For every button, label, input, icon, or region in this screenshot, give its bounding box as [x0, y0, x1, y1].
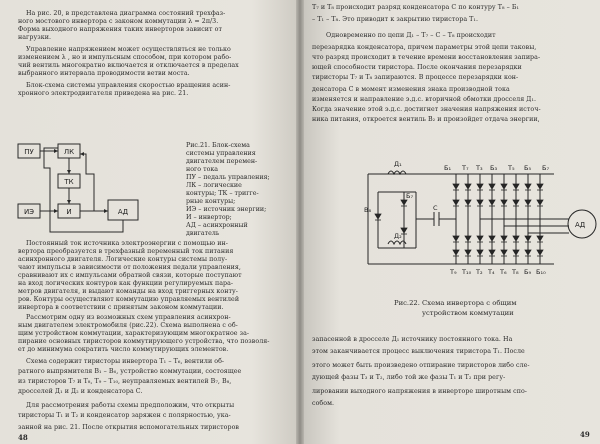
label-bottom-t6: Т₆	[500, 268, 507, 276]
fig21-caption-10: И – инвертор;	[186, 214, 232, 221]
left-para7-line3: занной на рис. 21. После открытия вспомогательных тиристоров	[18, 424, 240, 431]
left-para6-line3: из тиристоров T₇ и T₈, T₉ – T₁₀, неуправляемых вентилей B₇, B₈,	[18, 378, 232, 385]
left-para5-line4: пирание основных тиристоров коммутирующего устройства, что позволя-	[18, 338, 270, 345]
label-bottom-t4: Т₄	[488, 268, 495, 276]
label-bottom-t8: Т₈	[512, 268, 519, 276]
block-diagram-fig21	[14, 134, 174, 240]
right-para2-line3: что разряд происходит в течение времени восстановления запира-	[312, 54, 541, 61]
fig21-caption-8: рные контуры;	[186, 198, 236, 205]
left-para4-line5: сравнивают их с импульсами обратной связи, которые поступают	[18, 272, 242, 279]
block-i: И	[66, 208, 72, 216]
left-para4-line4: чают импульсы в зависимости от положения педали управления,	[18, 264, 241, 271]
label-top-b3: Б₃	[490, 164, 498, 172]
left-para2-line2: изменением λ , но и импульсным способом, при котором рабо-	[18, 54, 232, 61]
label-b7: Б₇	[406, 192, 414, 200]
fig21-caption-12: двигатель	[186, 230, 220, 237]
label-top-t3: Т₃	[476, 164, 483, 172]
left-para6-line1: Схема содержит тиристоры инвертора T₁ – T₆, вентили об-	[26, 358, 225, 365]
fig21-caption-6: ЛК – логические	[186, 182, 242, 189]
label-bottom-t9: Т₉	[450, 268, 457, 276]
label-top-b1: Б₁	[444, 164, 452, 172]
label-bottom-b9: Б₉	[524, 268, 532, 276]
left-para4-line9: инвертора в соответствии с принятым законом коммутации.	[18, 304, 224, 311]
left-para5-line2: ным двигателем электромобиля (рис.22). Схема выполнена с об-	[18, 322, 238, 329]
left-para4-line3: асинхронного двигателя. Логические контуры системы полу-	[18, 256, 228, 263]
block-lk: ЛК	[63, 148, 75, 156]
left-para5-line1: Рассмотрим одну из возможных схем управления асинхрон-	[26, 314, 231, 321]
label-bottom-t2: Т₂	[476, 268, 483, 276]
fig22-caption-1: Рис.22. Схема инвертора с общим	[394, 299, 517, 307]
right-para2-line2: перезарядка конденсатора, причем параметры этой цепи таковы,	[312, 44, 537, 51]
left-para1-line1: На рис. 20, в представлена диаграмма состояний трехфаз-	[26, 10, 226, 17]
fig21-caption-4: ного тока	[186, 166, 219, 173]
block-ad: АД	[117, 208, 129, 216]
left-para3-line2: хронного электродвигателя приведена на рис. 21.	[18, 90, 189, 97]
fig21-caption-7: контуры; ТК – тригге-	[186, 190, 259, 197]
right-para2-line6: денсатора C в момент изменения знака производной тока	[312, 86, 510, 93]
label-top-t7: Т₇	[462, 164, 469, 172]
left-para3-line1: Блок-схема системы управления скоростью вращения асин-	[26, 82, 231, 89]
right-para2-line7: изменяется и направление э.д.с. вторичной обмотки дросселя Д₁.	[312, 96, 537, 103]
book-gutter	[296, 0, 304, 444]
label-c: С	[433, 204, 438, 212]
block-tk: ТК	[64, 178, 74, 186]
block-ie: ИЭ	[23, 208, 35, 216]
left-para7-line1: Для рассмотрения работы схемы предположим, что открыты	[26, 402, 235, 409]
left-para4-line6: на вход логических контуров как функции регулируемых пара-	[18, 280, 234, 287]
fig21-caption-3: двигателем перемен-	[186, 158, 258, 165]
left-para6-line4: дросселей Д₁ и Д₂ и конденсатора C.	[18, 388, 143, 395]
left-para6-line2: ратного выпрямителя B₁ – B₆, устройство коммутации, состоящее	[18, 368, 242, 375]
label-d2: Д₂	[394, 232, 402, 240]
fig21-caption-5: ПУ – педаль управления;	[186, 174, 270, 181]
circuit-diagram-fig22	[364, 152, 600, 284]
left-para1-line4: нагрузки.	[18, 34, 52, 41]
left-para5-line5: ет до минимума сократить число коммутирующих элементов.	[18, 346, 229, 353]
left-para4-line8: ров. Контуры осуществляют коммутацию управляемых вентилей	[18, 296, 240, 303]
left-para4-line7: метров двигателя, и выдают команды на вход триггерных конту-	[18, 288, 238, 295]
label-d1: Д₁	[394, 160, 402, 168]
right-para2-line5: тиристоры T₇ и T₈ запираются. В процессе перезарядки кон-	[312, 74, 519, 81]
label-bottom-b10: Б₁₀	[536, 268, 546, 276]
right-para2-line9: ника питания, откроется вентиль B₂ и произойдет отдача энергии,	[312, 116, 540, 123]
right-para2-line1: Одновременно по цепи Д₁ – T₇ – C – T₈ происходит	[326, 32, 496, 39]
left-para1-line2: ного мостового инвертора с законом коммутации λ = 2π/3.	[18, 18, 219, 25]
right-para3-line4: дующей фазы T₃ и T₂, либо той же фазы T₁ и T₂ при регу-	[312, 374, 506, 381]
right-page-number: 49	[580, 430, 590, 439]
right-para2-line4: ющей способности тиристора. После окончания перезарядки	[312, 64, 522, 71]
left-para2-line3: чий вентиль многократно включается и отключается в пределах	[18, 62, 239, 69]
label-top-b7: Б₇	[542, 164, 550, 172]
right-para3-line6: собом.	[312, 400, 335, 407]
fig21-caption-1: Рис.21. Блок-схема	[186, 142, 250, 149]
fig21-caption-9: ИЭ – источник энергии;	[186, 206, 267, 213]
block-pu: ПУ	[24, 148, 34, 156]
right-para1-line2: – T₁ – T₈. Это приводит к закрытию тиристора T₁.	[312, 16, 479, 23]
left-para7-line2: тиристоры T₁ и T₂ и конденсатор заряжен с полярностью, ука-	[18, 412, 231, 419]
fig21-caption-2: системы управления	[186, 150, 256, 157]
label-bottom-t10: Т₁₀	[462, 268, 472, 276]
right-para3-line1: запасенной в дросселе Д₁ источнику постоянного тока. На	[312, 336, 513, 343]
left-para1-line3: Форма выходного напряжения таких инверторов зависит от	[18, 26, 222, 33]
label-top-t5: Т₅	[508, 164, 515, 172]
right-page	[304, 0, 600, 444]
left-para2-line4: выбранного интервала проводимости ветви моста.	[18, 70, 190, 77]
left-page	[0, 0, 296, 444]
left-para2-line1: Управление напряжением может осуществляться не только	[26, 46, 231, 53]
left-para4-line1: Постоянный ток источника электроэнергии с помощью ин-	[26, 240, 228, 247]
label-top-b5: Б₅	[524, 164, 532, 172]
right-para2-line8: Когда значение этой э.д.с. достигнет значения напряжения источ-	[312, 106, 541, 113]
right-para1-line1: T₇ и T₈ происходит разряд конденсатора C по контуру T₈ – Б₁	[312, 4, 520, 11]
fig21-caption-11: АД – асинхронный	[186, 222, 248, 229]
label-ad: АД	[575, 221, 586, 229]
left-para5-line3: щим устройством коммутации, характеризующим многократное за-	[18, 330, 250, 337]
left-para4-line2: вертора преобразуется в трехфазный переменный ток питания	[18, 248, 234, 255]
label-b8: В₈	[364, 206, 372, 214]
right-para3-line3: этого может быть произведено отпирание тиристоров либо сле-	[312, 362, 530, 369]
fig22-caption-2: устройством коммутации	[422, 309, 514, 317]
right-para3-line5: лировании выходного напряжения в инверторе широтным спо-	[312, 388, 527, 395]
left-page-number: 48	[18, 433, 28, 442]
right-para3-line2: этом заканчивается процесс выключения тиристора T₁. После	[312, 348, 525, 355]
